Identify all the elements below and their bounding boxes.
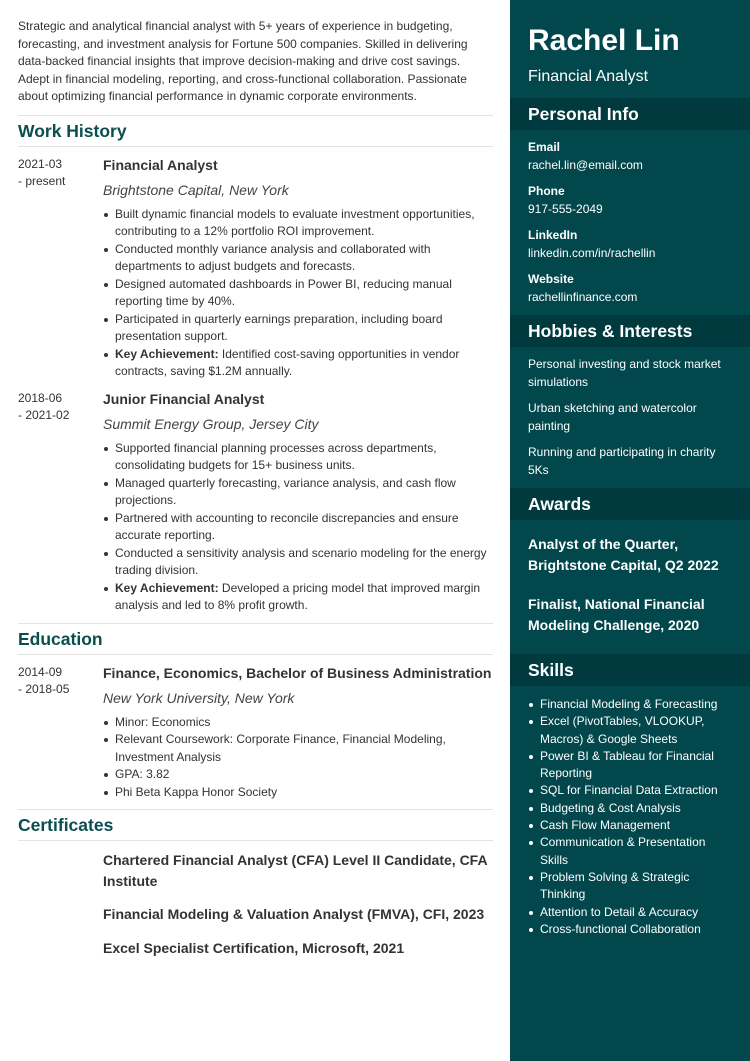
contact-value: rachel.lin@email.com: [528, 157, 643, 172]
list-item: Conducted a sensitivity analysis and scenario modeling for the energy trading division.: [103, 545, 493, 580]
candidate-name: Rachel Lin: [528, 24, 680, 57]
key-achievement: [103, 346, 493, 381]
job-body: [103, 390, 493, 615]
hobbies-heading: Hobbies & Interests: [510, 315, 750, 347]
education-entry: [18, 655, 493, 802]
education-heading: Education: [18, 628, 103, 649]
list-item: Relevant Coursework: Corporate Finance, Financial Modeling, Investment Analysis: [103, 731, 493, 766]
job-date: [18, 390, 103, 615]
skill-item: Financial Modeling & Forecasting: [528, 696, 732, 713]
contact-value: 917-555-2049: [528, 201, 603, 216]
education-details: [103, 714, 493, 802]
awards-heading: Awards: [510, 488, 750, 520]
contact-label: LinkedIn: [528, 228, 578, 242]
list-item: Conducted monthly variance analysis and collaborated with departments to adjust budgets and forecasts.: [103, 241, 493, 276]
main-column: [18, 18, 493, 971]
personal-info-heading: Personal Info: [510, 98, 750, 130]
degree: Finance, Economics, Bachelor of Business Administration: [103, 664, 492, 681]
certificates-heading: Certificates: [18, 815, 114, 835]
candidate-role: Financial Analyst: [528, 68, 649, 85]
key-achievement-label: Key Achievement:: [115, 580, 219, 595]
job-bullets: [103, 206, 493, 381]
date-end: - 2018-05: [18, 682, 70, 696]
skill-item: Budgeting & Cost Analysis: [528, 800, 732, 817]
job-date: [18, 156, 103, 381]
key-achievement-label: Key Achievement:: [115, 346, 219, 361]
hobby-item: Urban sketching and watercolor painting: [528, 401, 697, 433]
award-item: Analyst of the Quarter, Brightstone Capital, Q2 2022: [528, 536, 719, 573]
skill-item: Cash Flow Management: [528, 817, 732, 834]
list-item: Built dynamic financial models to evaluate investment opportunities, contributing to a 12% portfolio ROI improvement.: [103, 206, 493, 241]
skills-list: [510, 696, 750, 938]
school: New York University, New York: [103, 689, 295, 706]
job-entry: [18, 147, 493, 381]
skill-item: Cross-functional Collaboration: [528, 921, 732, 938]
certificate: Excel Specialist Certification, Microsoft, 2021: [103, 939, 405, 956]
contact-value: linkedin.com/in/rachellin: [528, 245, 656, 260]
skill-item: Attention to Detail & Accuracy: [528, 904, 732, 921]
list-item: Participated in quarterly earnings preparation, including board presentation support.: [103, 311, 493, 346]
contact-value: rachellinfinance.com: [528, 289, 638, 304]
certificate: Chartered Financial Analyst (CFA) Level II Candidate, CFA Institute: [103, 852, 488, 889]
job-title: Financial Analyst: [103, 156, 218, 173]
skill-item: Problem Solving & Strategic Thinking: [528, 869, 732, 904]
key-achievement: [103, 580, 493, 615]
hobby-item: Running and participating in charity 5Ks: [528, 445, 716, 477]
contact-label: Email: [528, 140, 561, 154]
list-item: Managed quarterly forecasting, variance analysis, and cash flow projections.: [103, 475, 493, 510]
job-entry: [18, 381, 493, 615]
company: Brightstone Capital, New York: [103, 181, 289, 198]
list-item: Partnered with accounting to reconcile discrepancies and ensure accurate reporting.: [103, 510, 493, 545]
job-title: Junior Financial Analyst: [103, 390, 265, 407]
certificate: Financial Modeling & Valuation Analyst (FMVA), CFI, 2023: [103, 906, 485, 922]
contact-label: Website: [528, 272, 574, 286]
work-history-heading: Work History: [18, 120, 127, 141]
hobby-item: Personal investing and stock market simulations: [528, 357, 721, 389]
list-item: Supported financial planning processes across departments, consolidating budgets for 15+ business units.: [103, 440, 493, 475]
date-start: 2021-03: [18, 156, 63, 171]
skill-item: Excel (PivotTables, VLOOKUP, Macros) & Google Sheets: [528, 713, 732, 748]
skills-heading: Skills: [510, 654, 750, 686]
date-start: 2018-06: [18, 390, 63, 405]
personal-info: [510, 130, 750, 306]
contact-label: Phone: [528, 184, 565, 198]
job-body: [103, 156, 493, 381]
skill-item: Power BI & Tableau for Financial Reporting: [528, 748, 732, 783]
date-end: - 2021-02: [18, 408, 70, 422]
list-item: Minor: Economics: [103, 714, 493, 732]
list-item: Designed automated dashboards in Power BI, reducing manual reporting time by 40%.: [103, 276, 493, 311]
job-bullets: [103, 440, 493, 615]
summary: Strategic and analytical financial analyst with 5+ years of experience in budgeting, forecasting, and investment analysis for Fortune 500 companies. Skilled in delivering data-backed financial insights that improve decision-making and drive cost savings. Adept in financial modeling, reporting, and cross-functional collaboration. Passionate about optimizing financial performance in dynamic corporate environments.: [18, 19, 468, 103]
list-item: GPA: 3.82: [103, 766, 493, 784]
date-end: - present: [18, 174, 66, 188]
skill-item: Communication & Presentation Skills: [528, 834, 732, 869]
key-achievement-text: Identified cost-saving opportunities in vendor contracts, saving $1.2M annually.: [115, 346, 460, 378]
date-start: 2014-09: [18, 664, 63, 679]
award-item: Finalist, National Financial Modeling Challenge, 2020: [528, 596, 705, 633]
list-item: Phi Beta Kappa Honor Society: [103, 784, 493, 802]
education-date: [18, 664, 103, 802]
sidebar: [510, 0, 750, 1061]
divider: [18, 840, 493, 841]
skill-item: SQL for Financial Data Extraction: [528, 782, 732, 799]
company: Summit Energy Group, Jersey City: [103, 415, 319, 432]
key-achievement-text: Developed a pricing model that improved margin analysis and led to 8% profit growth.: [115, 580, 481, 612]
